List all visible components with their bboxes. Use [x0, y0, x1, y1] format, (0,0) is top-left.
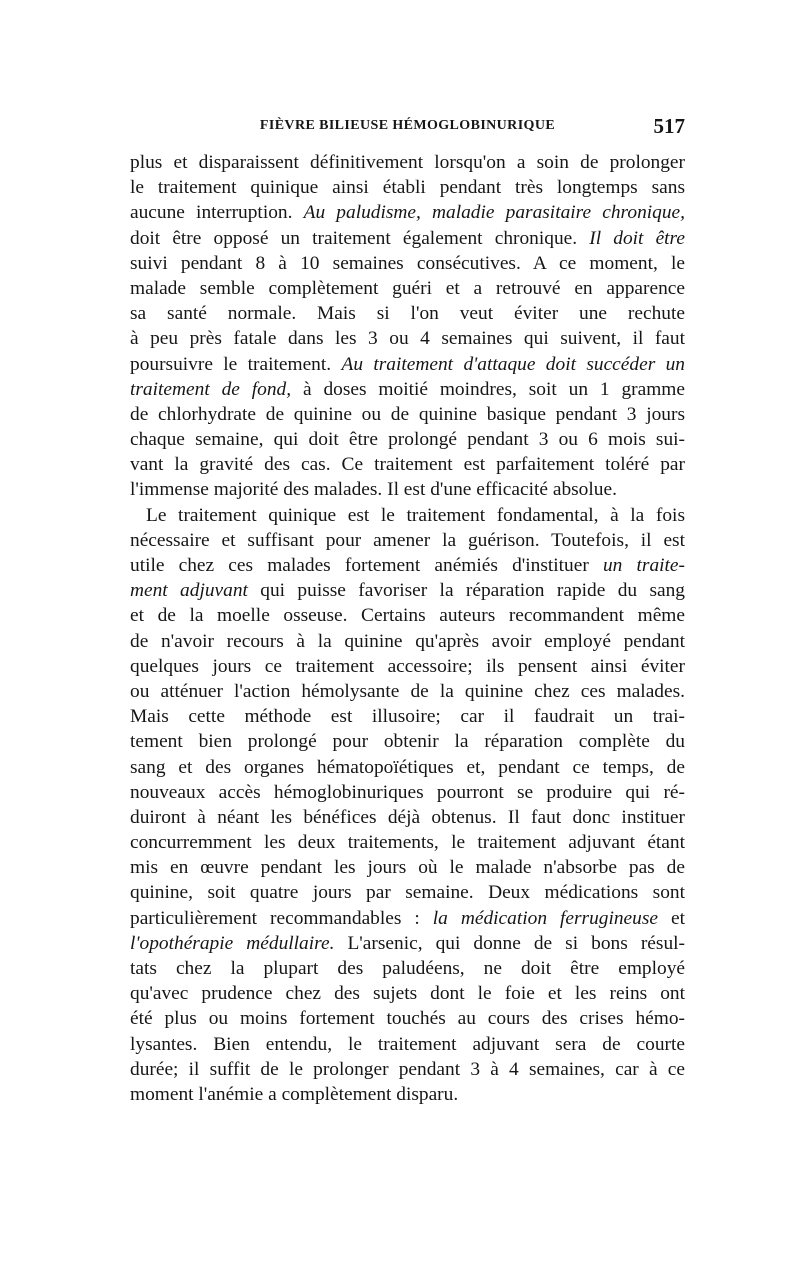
text-line	[130, 704, 685, 729]
text-segment: tats chez la plupart des paludéens, ne doit être employé	[130, 958, 685, 979]
text-line	[130, 301, 685, 326]
text-segment: quinine, soit quatre jours par semaine. Deux médications sont	[130, 882, 685, 904]
text-line	[130, 276, 685, 301]
text-segment: duiront à néant les bénéfices déjà obtenus. Il faut donc instituer	[130, 806, 685, 828]
text-line	[130, 729, 685, 754]
text-line	[130, 654, 685, 679]
text-line	[130, 805, 685, 830]
running-title: FIÈVRE BILIEUSE HÉMOGLOBINURIQUE	[259, 118, 556, 133]
text-line	[130, 830, 685, 855]
text-segment: concurremment les deux traitements, le traitement adjuvant étant	[130, 832, 685, 854]
italic-segment: ment adjuvant	[130, 580, 248, 602]
italic-segment: Au traitement d'attaque doit succéder un	[341, 353, 685, 375]
text-line	[130, 150, 685, 175]
text-line	[130, 553, 685, 578]
text-line	[130, 503, 685, 528]
text-line	[130, 477, 685, 502]
text-segment: l'immense majorité des malades. Il est d'une efficacité absolue.	[130, 479, 617, 501]
text-line	[130, 906, 685, 931]
text-segment: ou atténuer l'action hémolysante de la quinine chez ces malades.	[130, 680, 685, 702]
text-line	[130, 1032, 685, 1057]
text-segment: malade semble complètement guéri et a retrouvé en apparence	[130, 277, 685, 299]
text-segment: de chlorhydrate de quinine ou de quinine basique pendant 3 jours	[130, 403, 685, 425]
italic-segment: traitement de fond,	[130, 378, 292, 400]
text-segment: à doses moitié moindres, soit un 1 gramme	[291, 378, 685, 400]
text-segment: aucune interruption.	[130, 202, 304, 224]
text-line	[130, 780, 685, 805]
text-line	[130, 175, 685, 200]
text-segment: L'arsenic, qui donne de si bons résul-	[334, 932, 685, 954]
text-line	[130, 200, 685, 225]
text-segment: à peu près fatale dans les 3 ou 4 semaines qui suivent, il faut	[130, 328, 685, 350]
text-segment: doit être opposé un traitement également chronique.	[130, 227, 578, 249]
text-segment: plus et disparaissent définitivement lorsqu'on a soin de prolonger	[130, 152, 685, 173]
text-line	[130, 427, 685, 452]
text-segment: nouveaux accès hémoglobinuriques pourront se produire qui ré-	[130, 781, 685, 803]
text-segment: sang et des organes hématopoïétiques et, pendant ce temps, de	[130, 756, 685, 778]
text-segment: suivi pendant 8 à 10 semaines consécutives. A ce moment, le	[130, 252, 685, 274]
text-segment: le traitement quinique ainsi établi pendant très longtemps sans	[130, 177, 685, 199]
italic-segment: l'opothérapie médullaire.	[130, 932, 335, 954]
text-segment: particulièrement recommandables :	[130, 907, 433, 929]
italic-segment: Au paludisme, maladie parasitaire chronique,	[303, 202, 685, 224]
text-segment: nécessaire et suffisant pour amener la guérison. Toutefois, il est	[130, 529, 685, 551]
body-text	[130, 150, 685, 1107]
text-line	[130, 755, 685, 780]
text-segment: de n'avoir recours à la quinine qu'après avoir employé pendant	[130, 630, 685, 652]
text-line	[130, 452, 685, 477]
text-line	[130, 352, 685, 377]
text-line	[130, 981, 685, 1006]
text-line	[130, 1082, 685, 1107]
page-header	[130, 114, 685, 138]
text-segment: moment l'anémie a complètement disparu.	[130, 1083, 459, 1105]
text-segment: et	[658, 907, 685, 929]
italic-segment: un traite-	[602, 555, 685, 576]
text-segment: qui puisse favoriser la réparation rapide du sang	[247, 580, 685, 602]
page-number: 517	[653, 114, 685, 138]
text-line	[130, 1006, 685, 1031]
text-segment: Le traitement quinique est le traitement fondamental, à la fois	[146, 504, 685, 526]
text-line	[130, 326, 685, 351]
text-line	[130, 226, 685, 251]
text-line	[130, 402, 685, 427]
text-line	[130, 578, 685, 603]
text-segment: chaque semaine, qui doit être prolongé pendant 3 ou 6 mois sui-	[130, 429, 685, 451]
text-line	[130, 880, 685, 905]
text-line	[130, 679, 685, 704]
text-segment: qu'avec prudence chez des sujets dont le foie et les reins ont	[130, 983, 685, 1005]
text-segment: Mais cette méthode est illusoire; car il faudrait un trai-	[130, 706, 685, 728]
text-segment: sa santé normale. Mais si l'on veut éviter une rechute	[130, 303, 685, 325]
text-segment: mis en œuvre pendant les jours où le malade n'absorbe pas de	[130, 857, 685, 879]
text-segment: tement bien prolongé pour obtenir la réparation complète du	[130, 731, 685, 753]
text-line	[130, 855, 685, 880]
text-segment: quelques jours ce traitement accessoire; ils pensent ainsi éviter	[130, 655, 685, 677]
text-segment: et de la moelle osseuse. Certains auteurs recommandent même	[130, 605, 685, 627]
text-segment: durée; il suffit de le prolonger pendant 3 à 4 semaines, car à ce	[130, 1058, 685, 1080]
text-segment: utile chez ces malades fortement anémiés d'instituer	[130, 555, 603, 576]
text-line	[130, 603, 685, 628]
italic-segment: la médication ferrugineuse	[432, 907, 659, 929]
text-segment: poursuivre le traitement.	[130, 353, 342, 375]
text-line	[130, 251, 685, 276]
text-line	[130, 629, 685, 654]
text-segment: lysantes. Bien entendu, le traitement adjuvant sera de courte	[130, 1033, 685, 1055]
text-line	[130, 1057, 685, 1082]
text-line	[130, 931, 685, 956]
text-segment: été plus ou moins fortement touchés au cours des crises hémo-	[130, 1008, 685, 1030]
text-line	[130, 956, 685, 981]
text-line	[130, 528, 685, 553]
italic-segment: Il doit être	[577, 227, 685, 249]
text-segment: vant la gravité des cas. Ce traitement est parfaitement toléré par	[130, 454, 685, 476]
text-line	[130, 377, 685, 402]
